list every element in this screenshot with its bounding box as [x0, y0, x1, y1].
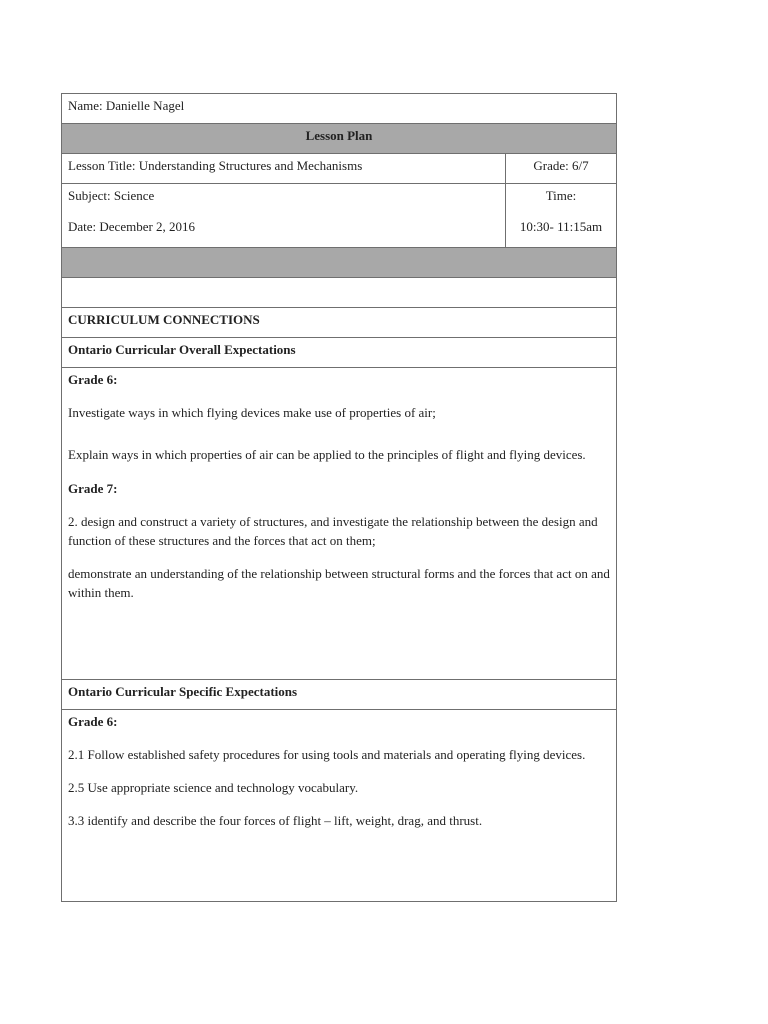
time-label: Time: — [545, 188, 577, 203]
overall-grade7-item: 2. design and construct a variety of structures, and investigate the relationship between the design and function of these structures and the forces that act on them; — [68, 514, 598, 548]
overall-grade7-label: Grade 7: — [68, 481, 118, 496]
title-row — [62, 154, 617, 184]
shaded-divider — [62, 248, 617, 278]
specific-expectations-heading: Ontario Curricular Specific Expectations — [62, 680, 617, 710]
teacher-name: Name: Danielle Nagel — [62, 94, 617, 124]
time-cell — [505, 184, 616, 248]
subject-text: Subject: Science — [68, 188, 155, 203]
specific-content-row — [62, 710, 617, 902]
blank-cell — [62, 278, 617, 308]
lesson-plan-table — [61, 93, 617, 902]
specific-expectations-content — [62, 710, 617, 902]
subject-date-cell — [62, 184, 506, 248]
overall-content-row — [62, 368, 617, 680]
overall-grade7-item: demonstrate an understanding of the relationship between structural forms and the forces that act on and within them. — [68, 566, 610, 600]
overall-grade6-item: Investigate ways in which flying devices make use of properties of air; — [68, 405, 436, 420]
specific-item: 2.5 Use appropriate science and technology vocabulary. — [68, 780, 359, 795]
overall-heading-row — [62, 338, 617, 368]
specific-item: 3.3 identify and describe the four forces of flight – lift, weight, drag, and thrust. — [68, 813, 483, 828]
specific-grade6-label: Grade 6: — [68, 714, 118, 729]
shaded-blank-row — [62, 248, 617, 278]
curriculum-row — [62, 308, 617, 338]
blank-row — [62, 278, 617, 308]
overall-grade6-label: Grade 6: — [68, 372, 118, 387]
subject-row — [62, 184, 617, 248]
name-row — [62, 94, 617, 124]
date-text: Date: December 2, 2016 — [68, 219, 196, 234]
lesson-title: Lesson Title: Understanding Structures and Mechanisms — [62, 154, 506, 184]
time-value: 10:30- 11:15am — [519, 219, 603, 234]
lesson-plan-header: Lesson Plan — [62, 124, 617, 154]
overall-expectations-content — [62, 368, 617, 680]
grade-level: Grade: 6/7 — [505, 154, 616, 184]
specific-item: 2.1 Follow established safety procedures for using tools and materials and operating flying devices. — [68, 747, 586, 762]
specific-heading-row — [62, 680, 617, 710]
overall-grade6-item: Explain ways in which properties of air can be applied to the principles of flight and flying devices. — [68, 447, 586, 462]
header-row — [62, 124, 617, 154]
curriculum-connections-heading: CURRICULUM CONNECTIONS — [62, 308, 617, 338]
overall-expectations-heading: Ontario Curricular Overall Expectations — [62, 338, 617, 368]
